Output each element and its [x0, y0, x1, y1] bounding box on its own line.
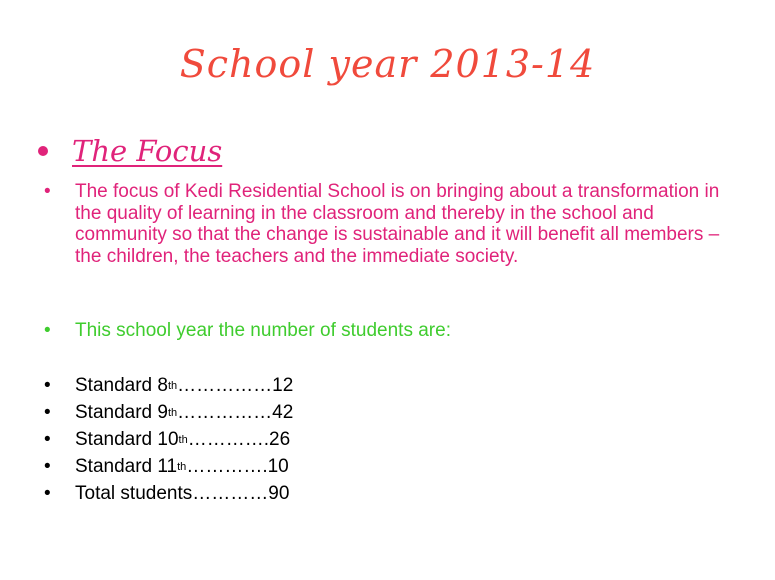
standard-label: Standard 11	[75, 455, 178, 477]
total-value: …………90	[192, 482, 290, 504]
ordinal-suffix: th	[177, 460, 187, 473]
standard-value: ………….10	[186, 455, 289, 477]
bullet: •	[44, 374, 51, 396]
standard-value: ……………42	[177, 401, 294, 423]
heading-row	[38, 134, 222, 168]
standard-label: Standard 8	[75, 374, 168, 396]
standard-label: Standard 10	[75, 428, 179, 450]
heading-bullet	[38, 146, 48, 156]
ordinal-suffix: th	[178, 433, 188, 446]
ordinal-suffix: th	[167, 406, 178, 419]
students-intro-paragraph	[30, 320, 730, 342]
student-count-list	[30, 372, 293, 507]
list-item-total-students	[30, 480, 293, 507]
ordinal-suffix: th	[167, 379, 178, 392]
focus-text: The focus of Kedi Residential School is on bringing about a transformation in the quality of learning in the classroom and thereby in the school and community so that the change is sustainable and it will benefit all members – the children, the teachers and the immediate society.	[75, 181, 720, 267]
standard-label: Standard 9	[75, 401, 168, 423]
list-item-standard-9	[30, 399, 293, 426]
standard-value: ……………12	[177, 374, 294, 396]
bullet: •	[44, 428, 51, 450]
focus-heading: The Focus	[72, 134, 223, 168]
list-item-standard-8	[30, 372, 293, 399]
list-item-standard-11	[30, 453, 293, 480]
list-item-standard-10	[30, 426, 293, 453]
students-intro-text: This school year the number of students are:	[75, 320, 451, 341]
bullet: •	[44, 181, 51, 202]
bullet: •	[44, 320, 51, 341]
total-label: Total students	[75, 482, 193, 504]
focus-paragraph	[30, 181, 730, 267]
bullet: •	[44, 482, 51, 504]
standard-value: ………….26	[187, 428, 291, 450]
bullet: •	[44, 401, 51, 423]
slide-title: School year 2013-14	[179, 42, 596, 86]
bullet: •	[44, 455, 51, 477]
